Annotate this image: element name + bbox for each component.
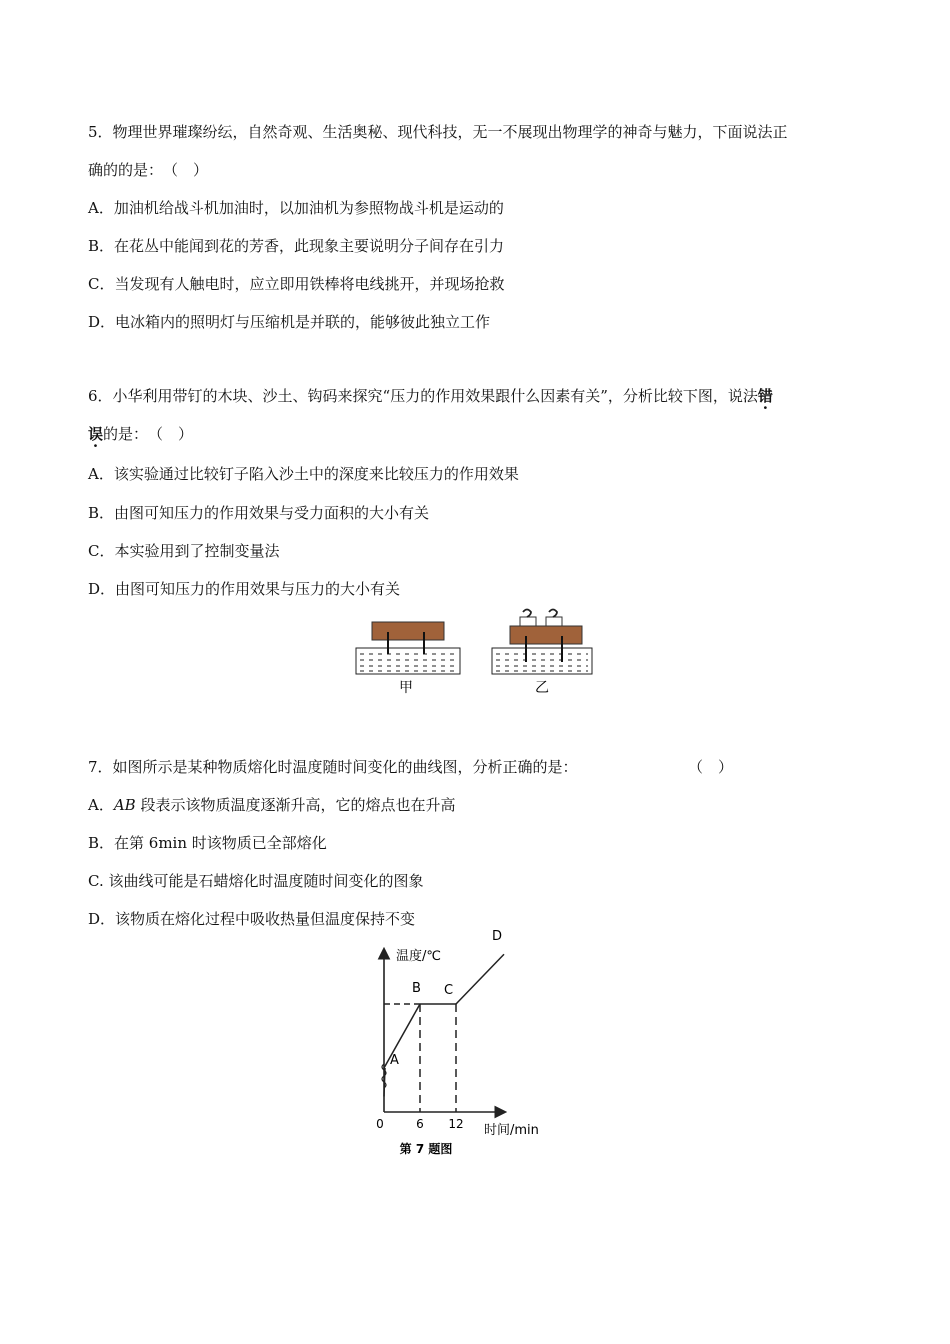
q5-stem-line1: 5．物理世界璀璨纷纭，自然奇观、生活奥秘、现代科技，无一不展现出物理学的神奇与魅力，下面说法正 (88, 123, 788, 141)
q6-option-d: D．由图可知压力的作用效果与压力的大小有关 (88, 580, 401, 598)
q7-option-a-rest: 段表示该物质温度逐渐升高，它的熔点也在升高 (135, 796, 456, 814)
label-yi: 乙 (535, 680, 549, 696)
y-axis-label: 温度/℃ (396, 949, 441, 964)
q6-stem-line2 (88, 424, 193, 444)
point-label-D: D (492, 929, 503, 945)
label-jia: 甲 (399, 680, 413, 696)
q6-stem-tail: 的是： （ ） (103, 425, 194, 443)
q7-option-a (88, 795, 455, 815)
x-axis-label: 时间/min (484, 1123, 539, 1138)
q6-option-c: C．本实验用到了控制变量法 (88, 542, 280, 560)
weight-2 (546, 617, 562, 626)
sand-box-right (492, 648, 592, 674)
q7-option-b: B．在第 6min 时该物质已全部熔化 (88, 834, 327, 852)
q5-option-a: A．加油机给战斗机加油时，以加油机为参照物战斗机是运动的 (88, 199, 504, 217)
q5-option-d: D．电冰箱内的照明灯与压缩机是并联的，能够彼此独立工作 (88, 313, 491, 331)
x-tick-0: 0 (376, 1117, 384, 1131)
q6-stem-text: 6．小华利用带钉的木块、沙土、钩码来探究“压力的作用效果跟什么因素有关”，分析比较下图，说法 (88, 387, 758, 405)
q6-emphasis-2: 误 (88, 425, 104, 443)
q5-option-c: C．当发现有人触电时，应立即用铁棒将电线挑开，并现场抢救 (88, 275, 505, 293)
q6-option-b: B．由图可知压力的作用效果与受力面积的大小有关 (88, 504, 430, 522)
sand-box-left (356, 648, 460, 674)
q7-paren: （ ） (688, 758, 734, 776)
q5-option-b: B．在花丛中能闻到花的芳香，此现象主要说明分子间存在引力 (88, 237, 505, 255)
wood-block-right (510, 626, 582, 644)
q6-figure (350, 604, 600, 698)
q7-option-d: D．该物质在熔化过程中吸收热量但温度保持不变 (88, 910, 416, 928)
q7-option-c: C. 该曲线可能是石蜡熔化时温度随时间变化的图象 (88, 872, 424, 890)
setup-jia (356, 622, 460, 696)
point-label-B: B (412, 981, 421, 996)
q7-stem: 7．如图所示是某种物质熔化时温度随时间变化的曲线图，分析正确的是： (88, 758, 578, 776)
x-tick-6: 6 (416, 1117, 424, 1131)
setup-yi (492, 610, 592, 697)
segment-CD (456, 954, 504, 1004)
hook-1 (523, 610, 531, 618)
q6-stem-line1 (88, 386, 773, 406)
q6-option-a: A．该实验通过比较钉子陷入沙土中的深度来比较压力的作用效果 (88, 465, 519, 483)
q7-chart (362, 929, 562, 1162)
chart-title: 第 7 题图 (399, 1142, 453, 1156)
point-label-C: C (444, 983, 454, 998)
weight-1 (520, 617, 536, 626)
q5-stem-line2: 确的的是： （ ） (88, 161, 209, 179)
q7-option-a-prefix: A． (88, 796, 114, 814)
x-tick-12: 12 (448, 1117, 464, 1131)
q6-emphasis-1: 错 (757, 387, 773, 405)
segment-start-a (384, 1068, 385, 1096)
wood-block-left (372, 622, 444, 640)
hook-2 (549, 610, 557, 618)
point-label-A: A (390, 1053, 399, 1068)
q7-option-a-italic: AB (113, 796, 136, 814)
